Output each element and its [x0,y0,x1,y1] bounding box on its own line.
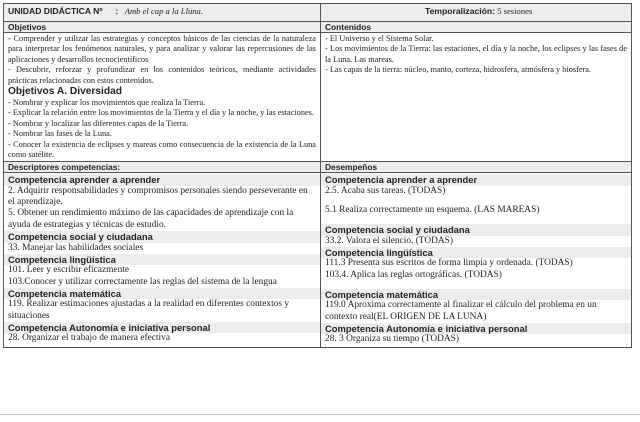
performances-heading: Desempeños [321,162,632,173]
content-line: - El Universo y el Sistema Solar. [325,34,434,43]
contents-heading: Contenidos [321,22,632,33]
objectives-contents-row [4,33,632,162]
unit-title: Amb el cap a la Lluna. [124,6,203,16]
competence-title: Competencia aprender a aprender [321,174,631,185]
objective-line: - Comprender y utilizar las estrategias y conceptos básicos de las ciencias de la naturaleza para interpretar los fenómenos naturales, y para analizar y valorar las repercusiones de las aplicaciones y desarrollos tecnocientíficos [8,34,316,64]
descriptors-cell [4,173,321,347]
diversity-line: - Nombrar y localizar las diferentes capas de la Tierra. [8,118,189,128]
content-line: - Las capas de la tierra: núcleo, manto, corteza, hidrosfera, atmósfera y biosfera. [325,65,592,75]
competence-title: Competencia Autonomía e iniciativa personal [4,322,320,333]
descriptor-item: 2. Adquirir responsabilidades y compromisos personales siendo perseverante en el aprendizaje. [8,185,308,208]
objectives-contents-heading-row [4,22,632,33]
performance-item: 103.4. Aplica las reglas ortográficas. (TODAS) [325,269,502,280]
unit-separator: : [115,6,119,16]
unit-label: UNIDAD DIDÁCTICA Nº [8,6,103,16]
performance-item: 33.2. Valora el silencio. (TODAS) [325,235,454,246]
performance-item: 5.1 Realiza correctamente un esquema. (LAS MAREAS) [325,205,540,216]
contents-cell [321,33,632,162]
descriptor-item: 33. Manejar las habilidades sociales [8,242,144,253]
content-line: - Los movimientos de la Tierra: las estaciones, el día y la noche, los eclipses y las fases de la Luna. Las mareas. [325,44,627,64]
diversity-line: - Explicar la relación entre los movimientos de la Tierra y el día y la noche, y las estaciones. [8,108,314,118]
temporalization-label: Temporalización: [425,6,496,16]
performance-item: 111.3 Presenta sus escritos de forma limpia y ordenada. (TODAS) [325,258,573,269]
competence-title: Competencia social y ciudadana [4,231,320,242]
objectives-cell [4,33,321,162]
performance-item: 28. 3 Organiza su tiempo (TODAS) [325,334,460,345]
descriptor-item: 5. Obtener un rendimiento máximo de las capacidades de aprendizaje con la ayuda de estrategias y técnicas de estudio. [8,208,294,230]
descriptors-performances-row [4,173,632,347]
diversity-line: - Conocer la existencia de eclipses y mareas como consecuencia de la existencia de la Luna como satélite. [8,139,316,160]
temporalization-cell [321,4,632,22]
descriptors-performances-heading-row [4,162,632,173]
performance-item: 2.5. Acaba sus tareas. (TODAS) [325,185,446,196]
diversity-line: - Nombrar las fases de la Luna. [8,129,112,139]
descriptor-item: 103.Conocer y utilizar correctamente las reglas del sistema de la lengua [8,276,277,287]
unit-title-cell [4,4,321,22]
didactic-unit-table [3,3,631,348]
descriptor-item: 28. Organizar el trabajo de manera efectiva [8,333,170,344]
competence-title: Competencia matemática [4,288,320,299]
performance-item: 119.0 Aproxima correctamente al finalizar el cálculo del problema en un contexto real(EL ORIGEN DE LA LUNA) [325,300,597,322]
diversity-heading: Objetivos A. Diversidad [8,86,122,98]
page-bottom-divider [0,414,640,415]
objectives-heading: Objetivos [4,22,321,33]
objective-line: - Descubrir, reforzar y profundizar en los contenidos teóricos, mediante actividades prácticas relacionadas con estos contenidos. [8,65,316,85]
descriptors-heading: Descriptores competencias: [4,162,321,173]
competence-title: Competencia lingüística [321,247,631,258]
competence-title: Competencia social y ciudadana [321,224,631,235]
unit-header-row [4,4,632,22]
descriptor-item: 119. Realizar estimaciones ajustadas a la realidad en diferentes contextos y situaciones [8,299,290,321]
competence-title: Competencia matemática [321,289,631,300]
descriptor-item: 101. Leer y escribir eficazmente [8,265,130,276]
performances-cell [321,173,632,347]
competence-title: Competencia aprender a aprender [4,174,320,185]
temporalization-value: 5 sesiones [497,6,533,16]
competence-title: Competencia lingüística [4,254,320,265]
diversity-line: - Nombrar y explicar los movimientos que realiza la Tierra. [8,98,206,108]
competence-title: Competencia Autonomía e iniciativa personal [321,323,631,334]
